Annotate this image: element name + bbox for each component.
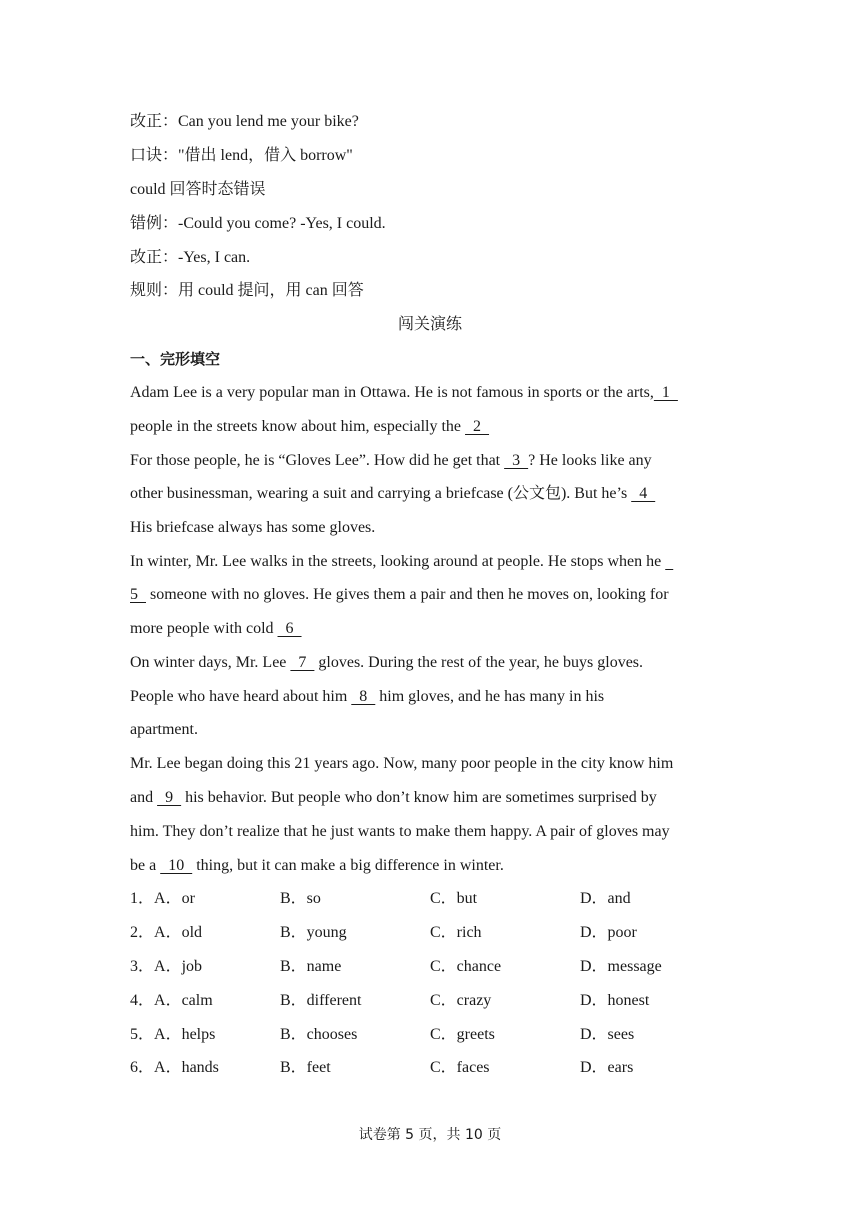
option-label: A．helps (154, 1026, 216, 1043)
question-3-option-b: B．name (280, 958, 342, 975)
passage-line-8 (130, 619, 750, 639)
page-footer: 试卷第 5 页，共 10 页 (358, 1127, 502, 1143)
question-4-option-a (130, 991, 213, 1011)
passage-line-2 (130, 417, 750, 437)
question-1-option-b: B．so (280, 890, 321, 907)
question-4-option-b: B．different (280, 992, 362, 1009)
question-2-option-d: D．poor (580, 924, 637, 941)
question-2-option-a (130, 923, 202, 943)
passage-line-10 (130, 687, 750, 707)
passage-line-6 (130, 552, 750, 572)
option-label: A．or (154, 890, 195, 907)
section-title: 闯关演练 (397, 316, 462, 333)
option-label: A．calm (154, 992, 213, 1009)
blank-10: 10 (160, 857, 193, 874)
question-3-option-a (130, 957, 202, 977)
question-6 (130, 1058, 750, 1078)
passage-line-14: him. They don’t realize that he just wants to make them happy. A pair of gloves may (130, 823, 670, 840)
part-heading: 一、完形填空 (130, 350, 221, 368)
question-3-option-d: D．message (580, 958, 662, 975)
passage-text: people in the streets know about him, especially the (130, 418, 466, 435)
question-number: 2． (130, 924, 155, 941)
passage-text: more people with cold (130, 620, 278, 637)
question-6-option-d: D．ears (580, 1059, 634, 1076)
passage-line-9 (130, 653, 750, 673)
passage-line-15 (130, 856, 750, 876)
question-4-option-c: C．crazy (430, 992, 492, 1009)
passage-line-7 (130, 585, 750, 605)
question-6-option-b: B．feet (280, 1059, 331, 1076)
passage-text: On winter days, Mr. Lee (130, 654, 291, 671)
passage-text: ? He looks like any (528, 452, 652, 469)
passage-line-5: His briefcase always has some gloves. (130, 519, 376, 536)
question-6-option-c: C．faces (430, 1059, 490, 1076)
blank-2: 2 (465, 418, 490, 435)
question-5-option-c: C．greets (430, 1026, 495, 1043)
question-4-option-d: D．honest (580, 992, 650, 1009)
question-number: 1． (130, 890, 155, 907)
tip-line-2: 口诀："借出 lend，借入 borrow" (130, 147, 353, 164)
passage-text: be a (130, 857, 161, 874)
passage-text: For those people, he is “Gloves Lee”. How did he get that (130, 452, 505, 469)
passage-text: other businessman, wearing a suit and carrying a briefcase (公文包). But he’s (130, 485, 632, 502)
option-label: A．hands (154, 1059, 219, 1076)
passage-line-12: Mr. Lee began doing this 21 years ago. Now, many poor people in the city know him (130, 755, 674, 772)
tip-line-1: 改正：Can you lend me your bike? (130, 113, 359, 130)
passage-text: People who have heard about him (130, 688, 352, 705)
question-number: 5． (130, 1026, 155, 1043)
question-5-option-a (130, 1025, 215, 1045)
question-2-option-c: C．rich (430, 924, 482, 941)
question-3 (130, 957, 750, 977)
passage-text: someone with no gloves. He gives them a pair and then he moves on, looking for (146, 586, 669, 603)
blank-9: 9 (157, 789, 182, 806)
question-3-option-c: C．chance (430, 958, 502, 975)
blank-6: 6 (277, 620, 302, 637)
blank-1: 1 (653, 384, 678, 401)
question-5-option-d: D．sees (580, 1026, 635, 1043)
passage-text: Adam Lee is a very popular man in Ottawa. He is not famous in sports or the arts, (130, 384, 654, 401)
question-2 (130, 923, 750, 943)
passage-line-3 (130, 451, 750, 471)
passage-line-13 (130, 788, 750, 808)
question-2-option-b: B．young (280, 924, 347, 941)
question-number: 3． (130, 958, 155, 975)
passage-text: gloves. During the rest of the year, he buys gloves. (314, 654, 644, 671)
blank-8: 8 (351, 688, 376, 705)
question-1 (130, 889, 750, 909)
question-5 (130, 1025, 750, 1045)
option-label: A．job (154, 958, 203, 975)
blank-3: 3 (504, 452, 529, 469)
question-6-option-a (130, 1058, 219, 1078)
blank-5: 5 (130, 586, 146, 603)
tip-line-5: 改正：-Yes, I can. (130, 249, 251, 266)
tip-line-3: could 回答时态错误 (130, 181, 266, 198)
question-5-option-b: B．chooses (280, 1026, 358, 1043)
passage-line-11: apartment. (130, 721, 198, 738)
question-number: 4． (130, 992, 155, 1009)
blank-4: 4 (631, 485, 656, 502)
tip-line-6: 规则：用 could 提问，用 can 回答 (130, 282, 364, 299)
blank-5-start (665, 553, 673, 570)
question-number: 6． (130, 1059, 155, 1076)
question-1-option-a (130, 889, 195, 909)
passage-text: him gloves, and he has many in his (375, 688, 605, 705)
passage-text: In winter, Mr. Lee walks in the streets, looking around at people. He stops when he (130, 553, 666, 570)
blank-7: 7 (290, 654, 315, 671)
question-4 (130, 991, 750, 1011)
passage-text: and (130, 789, 158, 806)
passage-text: his behavior. But people who don’t know him are sometimes surprised by (181, 789, 657, 806)
passage-text: thing, but it can make a big difference in winter. (192, 857, 504, 874)
question-1-option-d: D．and (580, 890, 631, 907)
passage-line-1 (130, 383, 750, 403)
passage-line-4 (130, 484, 750, 504)
tip-line-4: 错例：-Could you come? -Yes, I could. (130, 215, 386, 232)
option-label: A．old (154, 924, 203, 941)
question-1-option-c: C．but (430, 890, 478, 907)
